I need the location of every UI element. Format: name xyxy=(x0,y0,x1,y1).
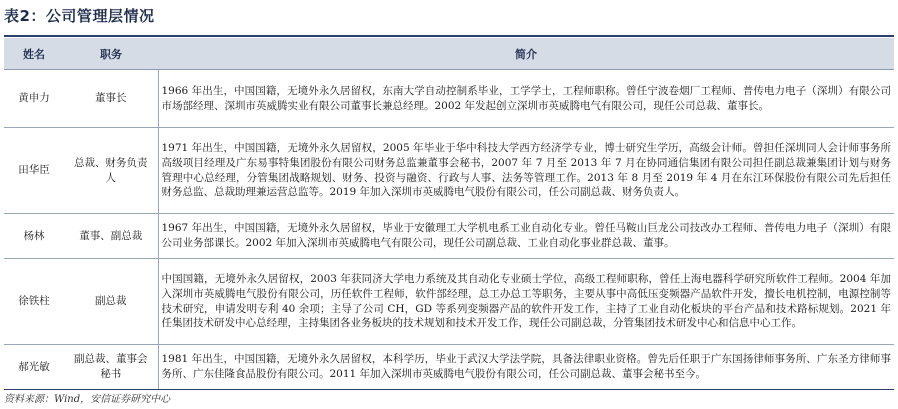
row-name: 杨林 xyxy=(4,214,64,259)
source-note: 资料来源：Wind，安信证券研究中心 xyxy=(4,394,171,405)
table-row xyxy=(4,214,894,259)
table-title: 表2：公司管理层情况 xyxy=(4,7,155,25)
row-role: 副总裁、董事会秘书 xyxy=(64,345,158,390)
management-table xyxy=(4,38,894,390)
row-bio: 1981 年出生，中国国籍，无境外永久居留权，本科学历，毕业于武汉大学法学院，具备法律职业资格。曾先后任职于广东国扬律师事务所、广东圣方律师事务所、广东佳隆食品股份有限公司。2011 年加入深圳市英威腾电气股份有限公司，任公司副总裁、董事会秘书至今。 xyxy=(158,345,894,390)
table-row xyxy=(4,259,894,345)
row-name: 徐铁柱 xyxy=(4,259,64,345)
row-bio: 中国国籍，无境外永久居留权，2003 年获同济大学电力系统及其自动化专业硕士学位，高级工程师职称，曾任上海电器科学研究所软件工程师。2004 年加入深圳市英威腾电气股份有限公司，历任软件工程师，软件部经理，总工办总工等职务，主要从事中高低压变频器产品软件开发，擅长电机控制，电源控制等技术研究，申请发明专利 40 余项；主导了公司 CH，GD 等系列变频器产品的软件开发工作，主持了工业自动化板块的平台产品和技术路标规划。2021 年任集团技术研发中心总经理，主持集团各业务板块的技术规划和技术开发工作，现任公司副总裁，分管集团技术研发中心和信息中心工作。 xyxy=(158,259,894,345)
table-body xyxy=(4,70,894,390)
table-row xyxy=(4,70,894,128)
row-role: 总裁、财务负责人 xyxy=(64,128,158,214)
table-row xyxy=(4,128,894,214)
row-name: 郝光敏 xyxy=(4,345,64,390)
row-role: 副总裁 xyxy=(64,259,158,345)
header-bio: 简介 xyxy=(158,38,894,70)
row-role: 董事长 xyxy=(64,70,158,128)
row-name: 田华臣 xyxy=(4,128,64,214)
header-name: 姓名 xyxy=(4,38,64,70)
header-role: 职务 xyxy=(64,38,158,70)
row-bio: 1967 年出生，中国国籍，无境外永久居留权，毕业于安徽理工大学机电系工业自动化专业。曾任马鞍山巨龙公司技改办工程师、普传电力电子（深圳）有限公司业务部课长。2002 年加入深圳市英威腾电气有限公司，现任公司副总裁、工业自动化事业群总裁、董事。 xyxy=(158,214,894,259)
title-rule xyxy=(4,35,894,37)
table-header xyxy=(4,38,894,70)
row-name: 黄申力 xyxy=(4,70,64,128)
row-bio: 1971 年出生，中国国籍，无境外永久居留权，2005 年毕业于华中科技大学西方经济学专业，博士研究生学历，高级会计师。曾担任深圳同人会计师事务所高级项目经理及广东易事特集团股份有限公司财务总监兼董事会秘书，2007 年 7 月至 2013 年 7 月在协同通信集团有限公司担任副总裁兼集团计划与财务管理中心总经理，分管集团战略规划、财务、投资与融资、行政与人事、法务等管理工作。2013 年 8 月至 2019 年 4 月在东江环保股份有限公司先后担任财务总监、总裁助理兼运营总监等。2019 年加入深圳市英威腾电气股份有限公司，任公司副总裁、财务负责人。 xyxy=(158,128,894,214)
header-row xyxy=(4,38,894,70)
row-bio: 1966 年出生，中国国籍，无境外永久居留权，东南大学自动控制系毕业，工学学士，工程师职称。曾任宁波卷烟厂工程师、普传电力电子（深圳）有限公司市场部经理、深圳市英威腾实业有限公司董事长兼总经理。2002 年发起创立深圳市英威腾电气有限公司，现任公司总裁、董事长。 xyxy=(158,70,894,128)
table-row xyxy=(4,345,894,390)
row-role: 董事、副总裁 xyxy=(64,214,158,259)
